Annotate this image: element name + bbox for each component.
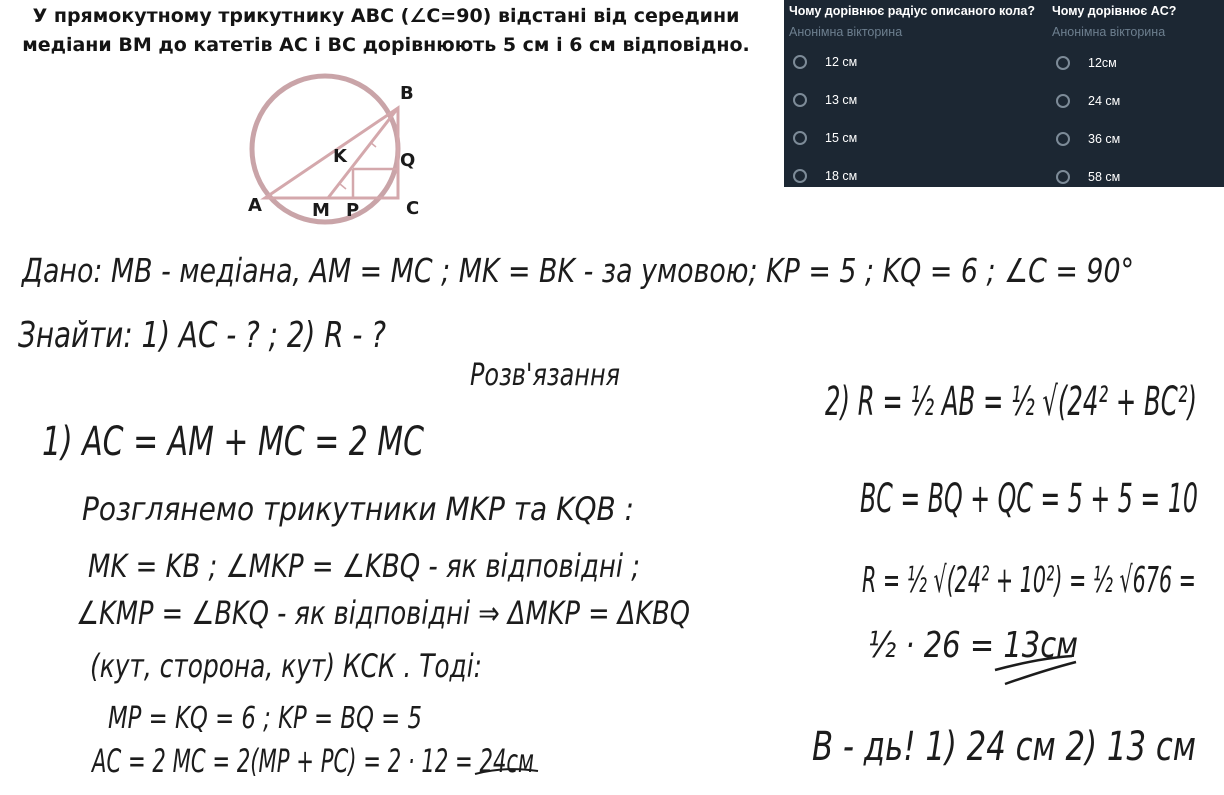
poll-subtitle: Анонімна вікторина <box>1052 25 1166 39</box>
poll-option-label: 24 см <box>1088 94 1121 108</box>
hw-step-6: MP = KQ = 6 ; KP = BQ = 5 <box>108 701 422 736</box>
hw-step-4: ∠KMP = ∠BKQ - як відповідні ⇒ ΔMKP = ΔKBQ <box>76 594 690 632</box>
hw-step-1: 1) AC = AM + MC = 2 MC <box>42 419 425 465</box>
label-k: K <box>333 146 347 167</box>
hw-radius-2: BC = BQ + QC = 5 + 5 = 10 <box>860 476 1198 522</box>
label-b: B <box>400 83 414 104</box>
hw-find: Знайти: 1) AC - ? ; 2) R - ? <box>18 315 386 356</box>
poll-option-label: 18 см <box>825 169 858 183</box>
hw-answer: В - дь! 1) 24 см 2) 13 см <box>812 724 1196 770</box>
poll-question: Чому дорівнює AC? <box>1052 4 1177 18</box>
poll-option-label: 12 см <box>825 55 858 69</box>
hw-step-7: AC = 2 MC = 2(MP + PC) = 2 · 12 = 24см <box>90 742 534 780</box>
hw-radius-3: R = ½ √(24² + 10²) = ½ √676 = <box>862 560 1196 601</box>
label-m: M <box>312 200 330 221</box>
hw-step-2: Розглянемо трикутники MKP та KQB : <box>82 490 634 528</box>
problem-line-2: медіани BM до катетів AC і BC дорівнюють 5 см і 6 см відповідно. <box>22 34 750 56</box>
hw-radius-4: ½ · 26 = 13см <box>868 625 1078 666</box>
label-a: A <box>248 195 262 216</box>
poll-option-label: 36 см <box>1088 132 1121 146</box>
hw-radius-1: 2) R = ½ AB = ½ √(24² + BC²) <box>825 379 1197 425</box>
problem-line-1: У прямокутному трикутнику ABC (∠C=90) відстані від середини <box>32 5 740 27</box>
label-p: P <box>346 200 360 221</box>
poll-subtitle: Анонімна вікторина <box>789 25 903 39</box>
hw-step-5: (кут, сторона, кут) КСК . Тоді: <box>90 647 482 685</box>
hw-given: Дано: MB - медіана, AM = MC ; MK = BK - за умовою; KP = 5 ; KQ = 6 ; ∠C = 90° <box>20 251 1135 290</box>
poll-option-label: 58 см <box>1088 170 1121 184</box>
label-q: Q <box>400 150 416 171</box>
hw-solution-title: Розв'язання <box>470 358 620 393</box>
poll-option-label: 13 см <box>825 93 858 107</box>
poll-option-label: 15 см <box>825 131 858 145</box>
label-c: C <box>406 198 420 219</box>
hw-step-3: MK = KB ; ∠MKP = ∠KBQ - як відповідні ; <box>88 547 640 585</box>
poll-question: Чому дорівнює радіус описаного кола? <box>789 4 1035 18</box>
poll-option-label: 12см <box>1088 56 1117 70</box>
